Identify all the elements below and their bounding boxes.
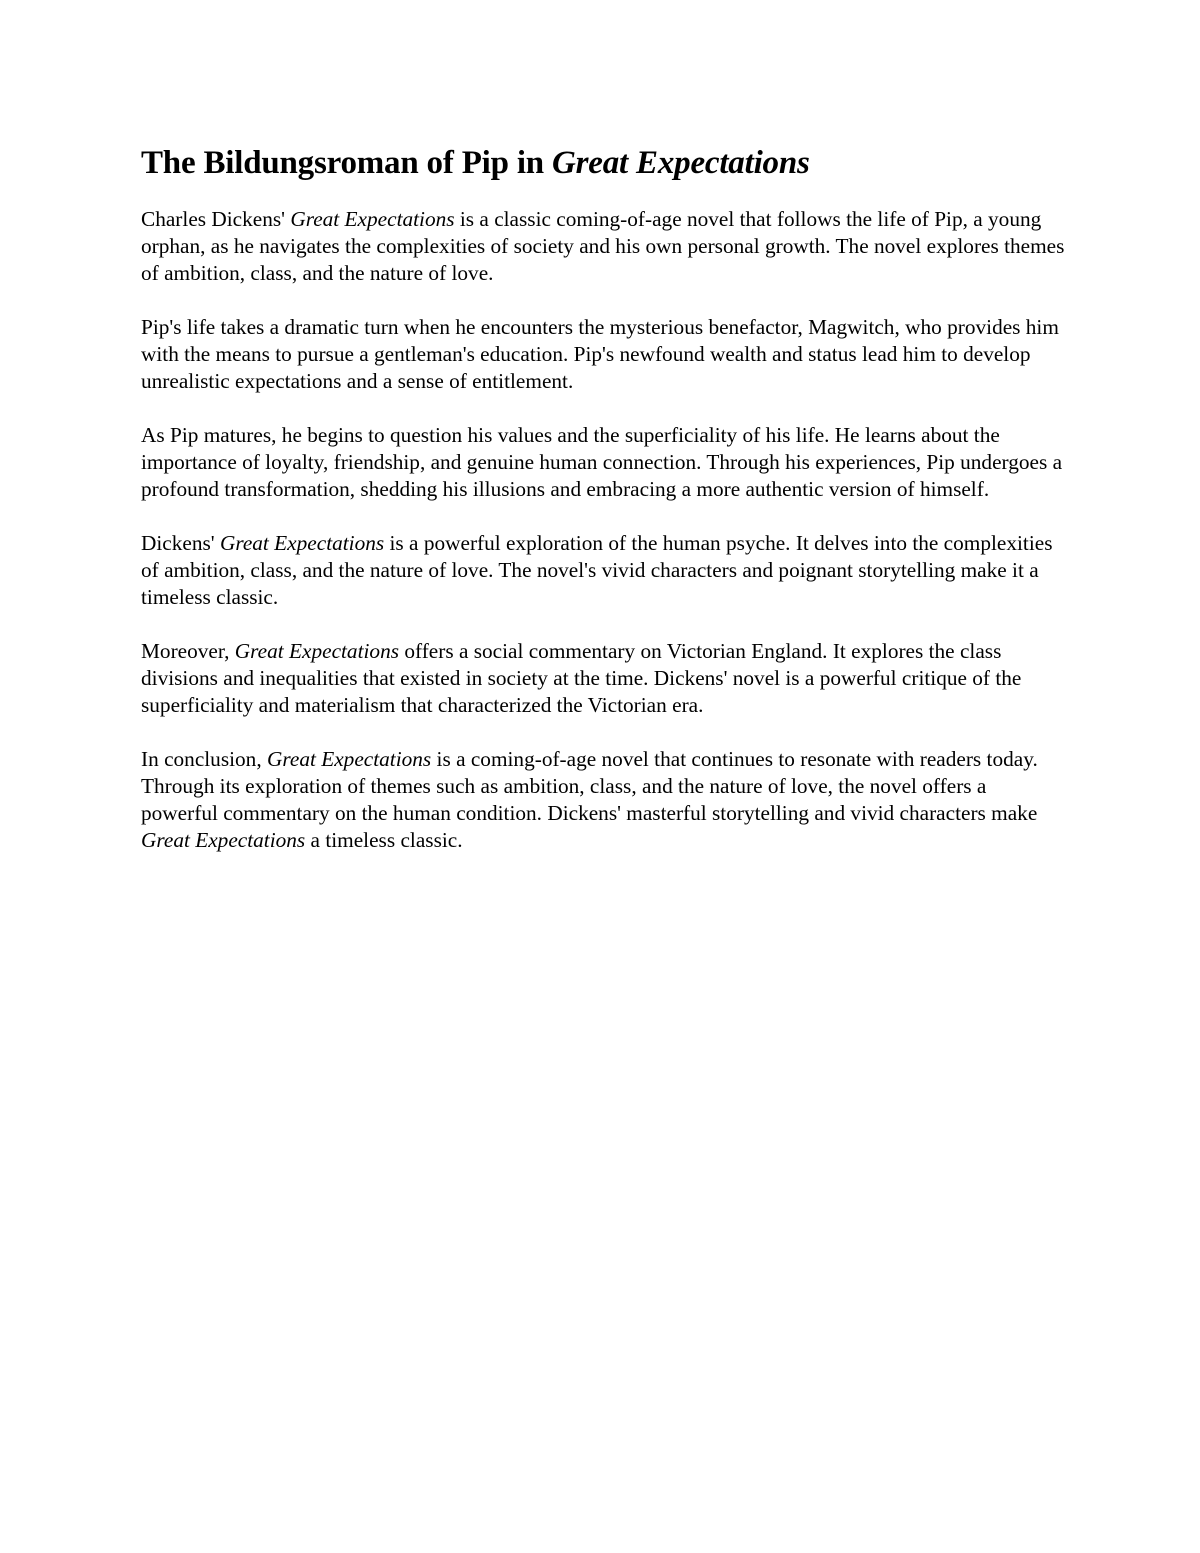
- paragraph-conclusion: [141, 746, 1066, 854]
- book-title-italic: Great Expectations: [234, 639, 400, 663]
- paragraph-text: offers a social commentary on Victorian England. It explores the class divisions and inequalities that existed in society at the time. Dickens' novel is a powerful critique of the superficiality and materialism that characterized the Victorian era.: [141, 639, 1022, 717]
- title-italic-text: Great Expectations: [552, 145, 810, 181]
- paragraph-commentary: [141, 638, 1066, 719]
- book-title-italic: Great Expectations: [219, 531, 385, 555]
- book-title-italic: Great Expectations: [290, 207, 455, 231]
- paragraph-text: is a coming-of-age novel that continues to resonate with readers today. Through its exploration of themes such as ambition, class, and the nature of love, the novel offers a powerful commentary on the human condition. Dickens' masterful storytelling and vivid characters make: [141, 747, 1038, 825]
- document-title: [141, 140, 1066, 186]
- paragraph-text: As Pip matures, he begins to question his values and the superficiality of his life. He learns about the importance of loyalty, friendship, and genuine human connection. Through his experiences, Pip undergoes a profound transformation, shedding his illusions and embracing a more authentic version of himself.: [141, 423, 1063, 501]
- paragraph-maturity: [141, 422, 1066, 503]
- paragraph-text: is a powerful exploration of the human psyche. It delves into the complexities of ambition, class, and the nature of love. The novel's vivid characters and poignant storytelling make it a timeless classic.: [141, 531, 1053, 609]
- paragraph-text: Charles Dickens': [141, 207, 291, 231]
- paragraph-text: In conclusion,: [141, 747, 267, 771]
- document-body: [141, 140, 1066, 854]
- paragraph-text: is a classic coming-of-age novel that follows the life of Pip, a young orphan, as he navigates the complexities of society and his own personal growth. The novel explores themes of ambition, class, and the nature of love.: [141, 207, 1065, 285]
- title-text: The Bildungsroman of Pip in: [141, 145, 552, 181]
- paragraph-psyche: [141, 530, 1066, 611]
- book-title-italic: Great Expectations: [141, 828, 306, 852]
- paragraph-text: a timeless classic.: [305, 828, 463, 852]
- paragraph-intro: [141, 206, 1066, 287]
- paragraph-text: Moreover,: [141, 639, 235, 663]
- book-title-italic: Great Expectations: [266, 747, 432, 771]
- paragraph-text: Dickens': [141, 531, 220, 555]
- paragraph-text: Pip's life takes a dramatic turn when he encounters the mysterious benefactor, Magwitch, who provides him with the means to pursue a gentleman's education. Pip's newfound wealth and status lead him to develop unrealistic expectations and a sense of entitlement.: [141, 315, 1059, 393]
- paragraph-magwitch: [141, 314, 1066, 395]
